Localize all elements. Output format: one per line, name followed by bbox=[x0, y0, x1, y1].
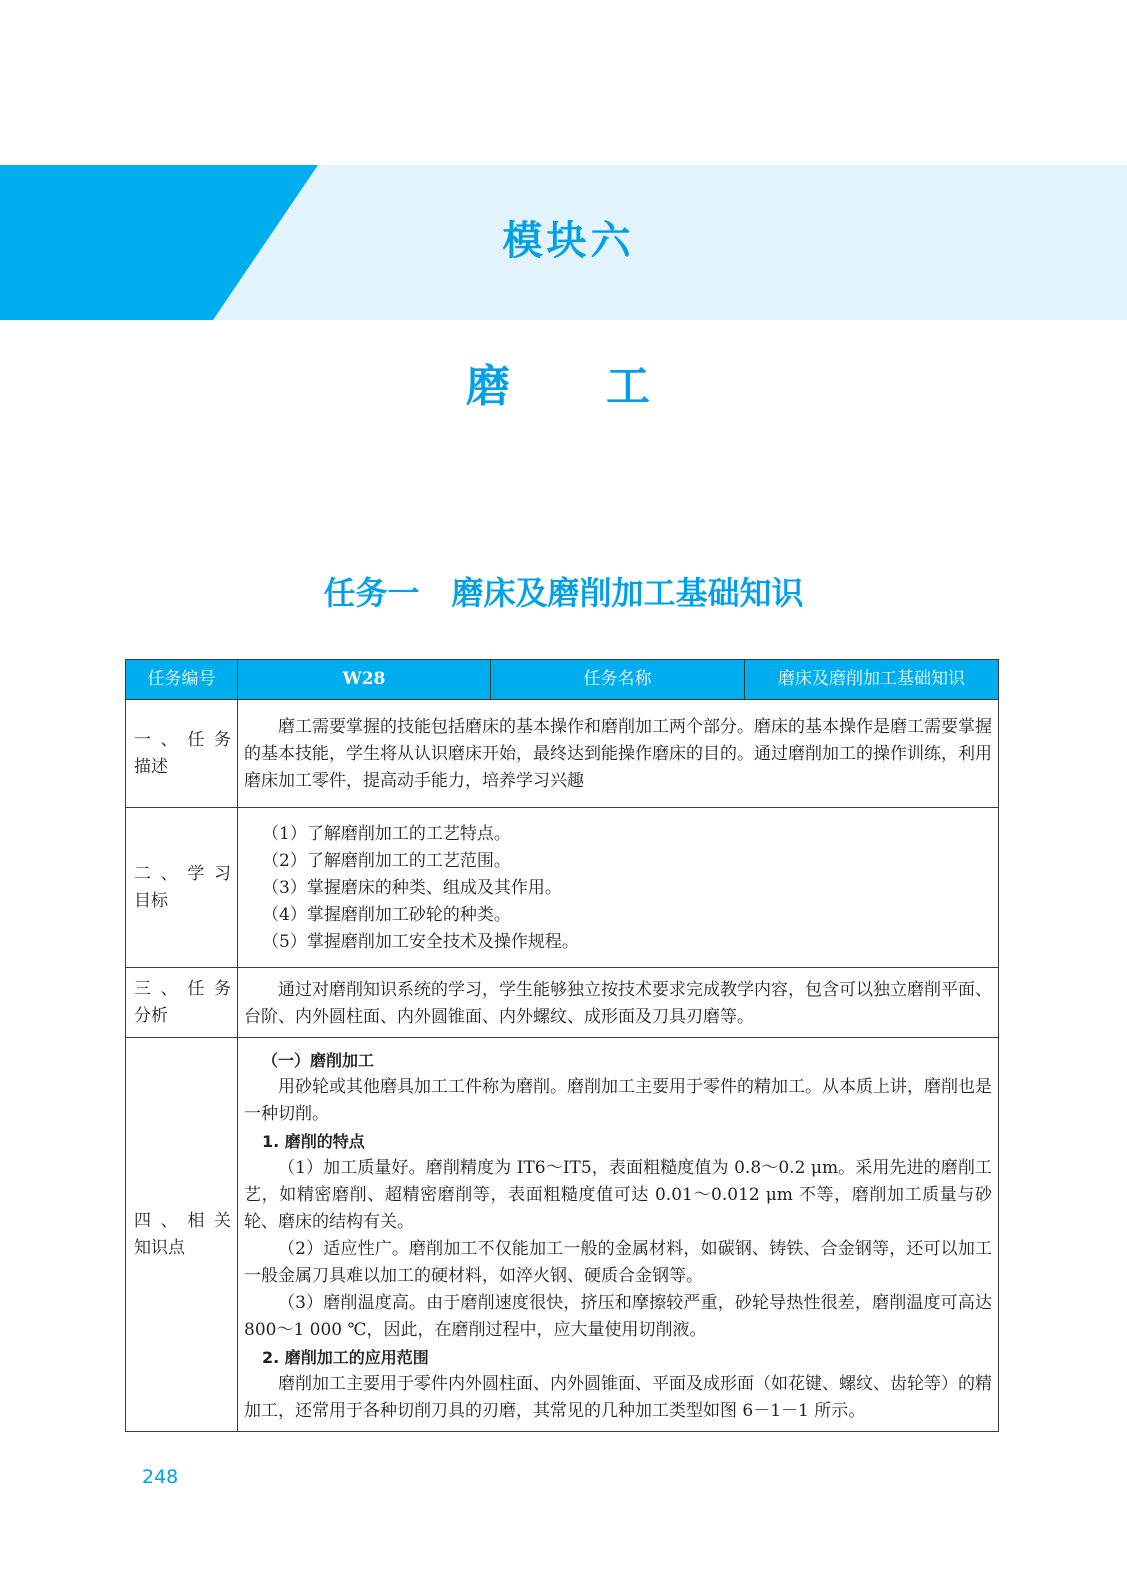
paragraph: （3）磨削温度高。由于磨削速度很快，挤压和摩擦较严重，砂轮导热性很差，磨削温度可高达 800～1 000 ℃，因此，在磨削过程中，应大量使用切削液。 bbox=[244, 1292, 992, 1340]
task-name-label: 任务名称 bbox=[491, 660, 745, 700]
row-label-line: 一、任务 bbox=[134, 729, 231, 750]
task-number-label: 任务编号 bbox=[126, 660, 238, 700]
list-item: （3）掌握磨床的种类、组成及其作用。 bbox=[262, 878, 562, 898]
list-item: （2）了解磨削加工的工艺范围。 bbox=[262, 851, 511, 871]
row-related-knowledge bbox=[126, 1038, 999, 1432]
row-content bbox=[238, 968, 999, 1038]
row-task-description bbox=[126, 700, 999, 808]
module-banner bbox=[0, 165, 1127, 320]
paragraph: 通过对磨削知识系统的学习，学生能够独立按技术要求完成教学内容，包含可以独立磨削平面、台阶、内外圆柱面、内外圆锥面、内外螺纹、成形面及刀具刃磨等。 bbox=[244, 979, 992, 1027]
list-item: （1）了解磨削加工的工艺特点。 bbox=[262, 824, 511, 844]
row-label-line: 四、相关 bbox=[134, 1210, 231, 1231]
paragraph: （2）适应性广。磨削加工不仅能加工一般的金属材料，如碳钢、铸铁、合金钢等，还可以加工一般金属刀具难以加工的硬材料，如淬火钢、硬质合金钢等。 bbox=[244, 1238, 992, 1286]
section-heading: （一）磨削加工 bbox=[262, 1050, 375, 1070]
row-content bbox=[238, 1038, 999, 1432]
row-task-analysis bbox=[126, 968, 999, 1038]
row-label bbox=[126, 1038, 238, 1432]
row-label-line: 描述 bbox=[134, 756, 168, 777]
paragraph: 磨削加工主要用于零件内外圆柱面、内外圆锥面、平面及成形面（如花键、螺纹、齿轮等）的精加工，还常用于各种切削刀具的刃磨，其常见的几种加工类型如图 6－1－1 所示。 bbox=[244, 1373, 992, 1421]
paragraph: 用砂轮或其他磨具加工工件称为磨削。磨削加工主要用于零件的精加工。从本质上讲，磨削也是一种切削。 bbox=[244, 1076, 992, 1124]
chapter-title bbox=[0, 350, 1127, 410]
chapter-title-char-1: 磨 bbox=[466, 361, 510, 412]
module-title: 模块六 bbox=[502, 218, 635, 264]
row-content bbox=[238, 808, 999, 968]
row-label-line: 目标 bbox=[134, 890, 168, 911]
page-number: 248 bbox=[142, 1466, 179, 1488]
row-learning-objectives bbox=[126, 808, 999, 968]
row-label-line: 二、学习 bbox=[134, 863, 231, 884]
task-number-value: W28 bbox=[238, 660, 491, 700]
task-title: 任务一 磨床及磨削加工基础知识 bbox=[323, 574, 804, 612]
list-item: （4）掌握磨削加工砂轮的种类。 bbox=[262, 905, 511, 925]
row-label-line: 分析 bbox=[134, 1005, 168, 1026]
row-label bbox=[126, 808, 238, 968]
paragraph: 磨工需要掌握的技能包括磨床的基本操作和磨削加工两个部分。磨床的基本操作是磨工需要掌握的基本技能，学生将从认识磨床开始，最终达到能操作磨床的目的。通过磨削加工的操作训练，利用磨床加工零件，提高动手能力，培养学习兴趣 bbox=[244, 717, 992, 791]
paragraph: （1）加工质量好。磨削精度为 IT6～IT5，表面粗糙度值为 0.8～0.2 μm。采用先进的磨削工艺，如精密磨削、超精密磨削等，表面粗糙度值可达 0.01～0.012 μm 不等，磨削加工质量与砂轮、磨床的结构有关。 bbox=[244, 1157, 992, 1232]
row-label-line: 三、任务 bbox=[134, 978, 231, 999]
list-item: （5）掌握磨削加工安全技术及操作规程。 bbox=[262, 932, 579, 952]
task-table bbox=[125, 659, 999, 1432]
section-heading: 2. 磨削加工的应用范围 bbox=[262, 1347, 429, 1367]
row-label-line: 知识点 bbox=[134, 1237, 185, 1258]
section-heading: 1. 磨削的特点 bbox=[262, 1131, 365, 1151]
row-content bbox=[238, 700, 999, 808]
row-label bbox=[126, 700, 238, 808]
row-label bbox=[126, 968, 238, 1038]
task-name-value: 磨床及磨削加工基础知识 bbox=[745, 660, 999, 700]
task-table-header bbox=[126, 660, 999, 700]
chapter-title-char-2: 工 bbox=[606, 361, 650, 412]
